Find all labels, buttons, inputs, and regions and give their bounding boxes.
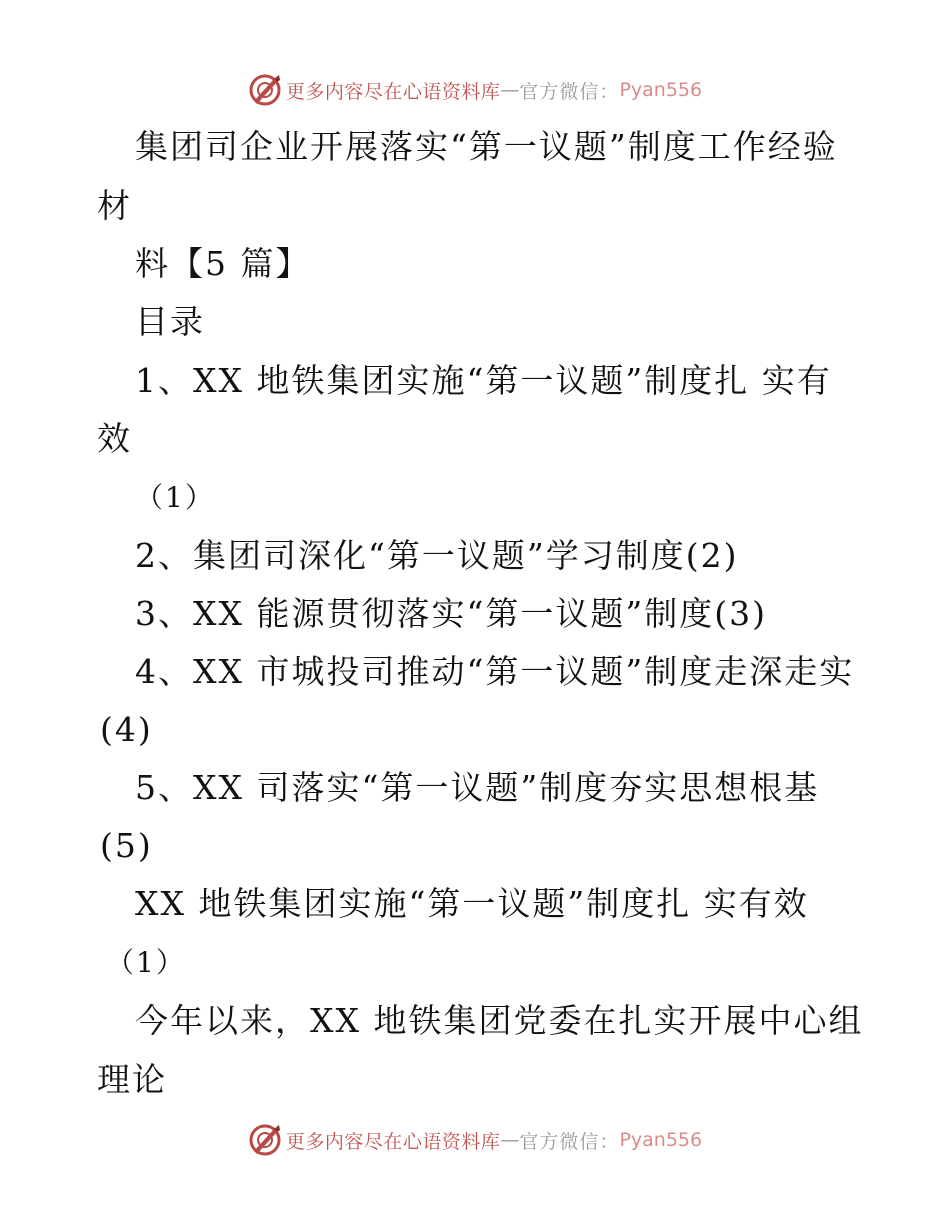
banner-wechat-id: Pyan556 — [619, 79, 703, 101]
banner-text: 更多内容尽在心语资料库 — [285, 1130, 501, 1153]
banner-wechat-label: 官方微信： — [519, 80, 620, 103]
toc-item-1-line-2[interactable]: 效 — [97, 419, 132, 458]
header-banner — [0, 70, 950, 110]
toc-item-5-line-2[interactable]: (5) — [100, 826, 153, 865]
brand-logo-icon — [248, 1123, 282, 1157]
brand-logo-icon — [248, 73, 282, 107]
banner-wechat-id: Pyan556 — [619, 1129, 703, 1151]
toc-item-4-line-2[interactable]: (4) — [100, 710, 153, 749]
toc-item-1-line-1[interactable]: 1、XX 地铁集团实施“第一议题”制度扎 实有 — [135, 361, 832, 400]
toc-item-3[interactable]: 3、XX 能源贯彻落实“第一议题”制度(3) — [135, 594, 767, 633]
banner-text: 更多内容尽在心语资料库 — [285, 80, 501, 103]
paragraph-line-1: 今年以来，XX 地铁集团党委在扎实开展中心组 — [135, 1001, 864, 1040]
footer-banner — [0, 1120, 950, 1160]
document-title-line-1: 集团司企业开展落实“第一议题”制度工作经验 — [135, 127, 838, 166]
toc-item-1-line-3[interactable]: （1） — [135, 481, 215, 514]
section-title-number: （1） — [106, 946, 186, 979]
toc-item-2[interactable]: 2、集团司深化“第一议题”学习制度(2) — [135, 536, 739, 575]
document-title-line-3: 料【5 篇】 — [135, 244, 311, 283]
banner-separator: — — [500, 79, 520, 101]
section-title: XX 地铁集团实施“第一议题”制度扎 实有效 — [135, 884, 809, 923]
toc-item-4-line-1[interactable]: 4、XX 市城投司推动“第一议题”制度走深走实 — [135, 652, 855, 691]
banner-separator: — — [500, 1129, 520, 1151]
toc-heading: 目录 — [135, 302, 205, 341]
banner-wechat-label: 官方微信： — [519, 1130, 620, 1153]
toc-item-5-line-1[interactable]: 5、XX 司落实“第一议题”制度夯实思想根基 — [135, 768, 820, 807]
document-title-line-2: 材 — [97, 186, 132, 225]
paragraph-line-2: 理论 — [97, 1060, 167, 1099]
